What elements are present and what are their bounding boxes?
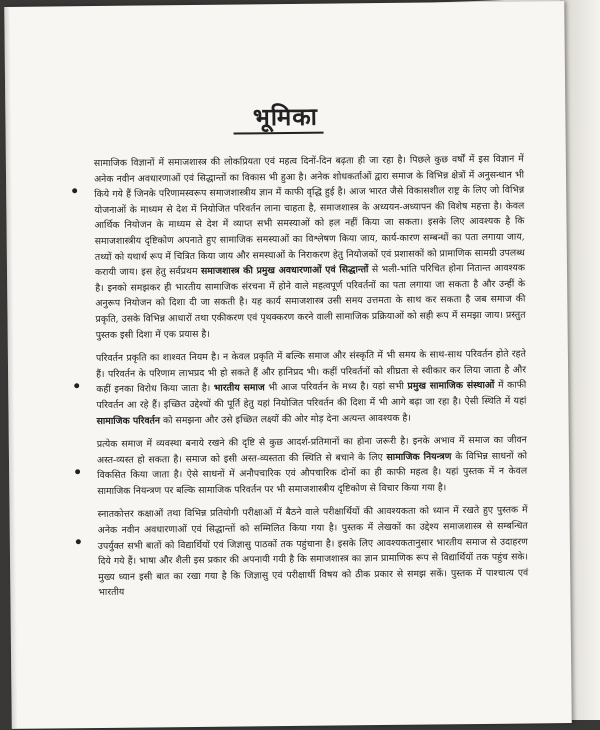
text-run: प्रत्येक समाज में व्यवस्था बनाये रखने की दृष्टि से कुछ आदर्श-प्रतिमानों का होना जरूरी है। इनके अभाव में समाज का जीवन अस्त-व्यस्त हो सकता है। समाज को इसी अस्त-व्यस्तता की स्थिति से बचाने के लिए [96, 434, 527, 466]
paragraph-3 [97, 433, 528, 500]
bullet-marker [75, 469, 80, 474]
text-run: से भली-भांति परिचित होना नितान्त आवश्यक है। इनको समझकर ही भारतीय सामाजिक संरचना में होने वाले महत्वपूर्ण परिवर्तनों का पता लगाया जा सकता है और उन्हीं के अनुरूप नियोजन को दिशा दी जा सकती है। यह कार्य समाजशास्त्र उसी समय उत्तमता के साथ कर सकता है जब समाज की प्रकृति, उसके विभिन्न आधारों तथा एकीकरण एवं पृथक्करण करने वाली सामाजिक प्रक्रियाओं को सही रूप में समझा जाय। प्रस्तुत पुस्तक इसी दिशा में एक प्रयास है। [95, 262, 526, 341]
text-run: में काफी परिवर्तन आ रहे हैं। इच्छित उद्देश्यों की पूर्ति हेतु यहां नियोजित परिवर्तन की दिशा में भी आगे बढ़ा जा रहा है। ऐसी स्थिति में यहां [96, 379, 527, 411]
bold-text-run: भारतीय समाज [213, 382, 265, 395]
page-title: भूमिका [252, 101, 319, 132]
paragraph-2 [96, 347, 527, 429]
bold-text-run: समाजशास्त्र की प्रमुख अवधारणाओं एवं सिद्धान्तों [200, 264, 369, 278]
paragraph-1 [94, 152, 526, 344]
bullet-marker [72, 188, 77, 193]
page-content [94, 152, 529, 610]
bullet-marker [74, 383, 79, 388]
bold-text-run: सामाजिक नियन्त्रण [386, 450, 452, 463]
text-run: सामाजिक विज्ञानों में समाजशास्त्र की लोकप्रियता एवं महत्व दिनों-दिन बढ़ता ही जा रहा है। पिछले कुछ वर्षों में इस विज्ञान में अनेक नवीन अवधारणाओं एवं सिद्धान्तों का विकास भी हुआ है। अनेक शोधकर्ताओं द्वारा समाज के विभिन्न क्षेत्रों में अनुसन्धान भी किये गये हैं जिनके परिणामस्वरूप समाजशास्त्रीय ज्ञान में काफी वृद्धि हुई है। आज भारत जैसे विकासशील राष्ट्र के लिए जो विभिन्न योजनाओं के माध्यम से देश में नियोजित परिवर्तन लाना चाहता है, समाजशास्त्र के अध्ययन-अध्यापन की विशेष महत्ता है। केवल आर्थिक नियोजन के माध्यम से देश में व्याप्त सभी समस्याओं को हल नहीं किया जा सकता। इसके लिए आवश्यक है कि समाजशास्त्रीय दृष्टिकोण अपनाते हुए सामाजिक समस्याओं का विश्लेषण किया जाय, कार्य-कारण सम्बन्धों का पता लगाया जाय, तथ्यों को यथार्थ रूप में चित्रित किया जाय और समस्याओं के निराकरण हेतु नियोजकों एवं प्रशासकों को प्रामाणिक सामग्री उपलब्ध करायी जाय। इस हेतु सर्वप्रथम [93, 153, 525, 279]
bold-text-run: सामाजिक परिवर्तन [96, 414, 161, 427]
text-run: भी आज परिवर्तन के मध्य है। यहां सभी [264, 381, 408, 394]
bold-text-run: प्रमुख सामाजिक संस्थाओं [407, 380, 495, 393]
text-run: स्नातकोत्तर कक्षाओं तथा विभिन्न प्रतियोगी परीक्षाओं में बैठने वाले परीक्षार्थियों की आवश्यकता को ध्यान में रखते हुए पुस्तक में अनेक नवीन अवधारणाओं एवं सिद्धान्तों को सम्मिलित किया गया है। पुस्तक में लेखकों का उद्देश्य समाजशास्त्र से सम्बन्धित उपर्युक्त सभी बातों को विद्यार्थियों एवं जिज्ञासु पाठकों तक पहुंचाना है। इसके लिए आवश्यकतानुसार भारतीय समाज से उदाहरण दिये गये हैं। भाषा और शैली इस प्रकार की अपनायी गयी है कि समाजशास्त्र का ज्ञान प्रामाणिक रूप से विद्यार्थियों तक पहुंच सके। मुख्य ध्यान इसी बात का रखा गया है कि जिज्ञासु एवं परीक्षार्थी विषय को ठीक प्रकार से समझ सकें। पुस्तक में पाश्चात्य एवं भारतीय [97, 504, 529, 599]
book-page [4, 1, 572, 729]
title-underline [234, 132, 324, 135]
text-run: को समझना और उसे इच्छित लक्ष्यों की ओर मोड़ देना अत्यन्त आवश्यक है। [159, 412, 411, 426]
bullet-marker [76, 540, 81, 545]
text-run: के विभिन्न साधनों को विकसित किया जाता है। ऐसे साधनों में अनौपचारिक एवं औपचारिक दोनों का ही काफी महत्व है। यहां पुस्तक में न केवल सामाजिक नियन्त्रण पर बल्कि सामाजिक परिवर्तन पर भी समाजशास्त्रीय दृष्टिकोण से विचार किया गया है। [97, 450, 528, 497]
paragraph-4 [97, 503, 528, 601]
text-run: परिवर्तन प्रकृति का शाश्वत नियम है। न केवल प्रकृति में बल्कि समाज और संस्कृति में भी समय के साथ-साथ परिवर्तन होते रहते हैं। परिवर्तन के परिणाम लाभप्रद भी हो सकते हैं और हानिप्रद भी। कहीं परिवर्तनों को शीघ्रता से स्वीकार कर लिया जाता है और कहीं इनका विरोध किया जाता है। [95, 348, 527, 396]
